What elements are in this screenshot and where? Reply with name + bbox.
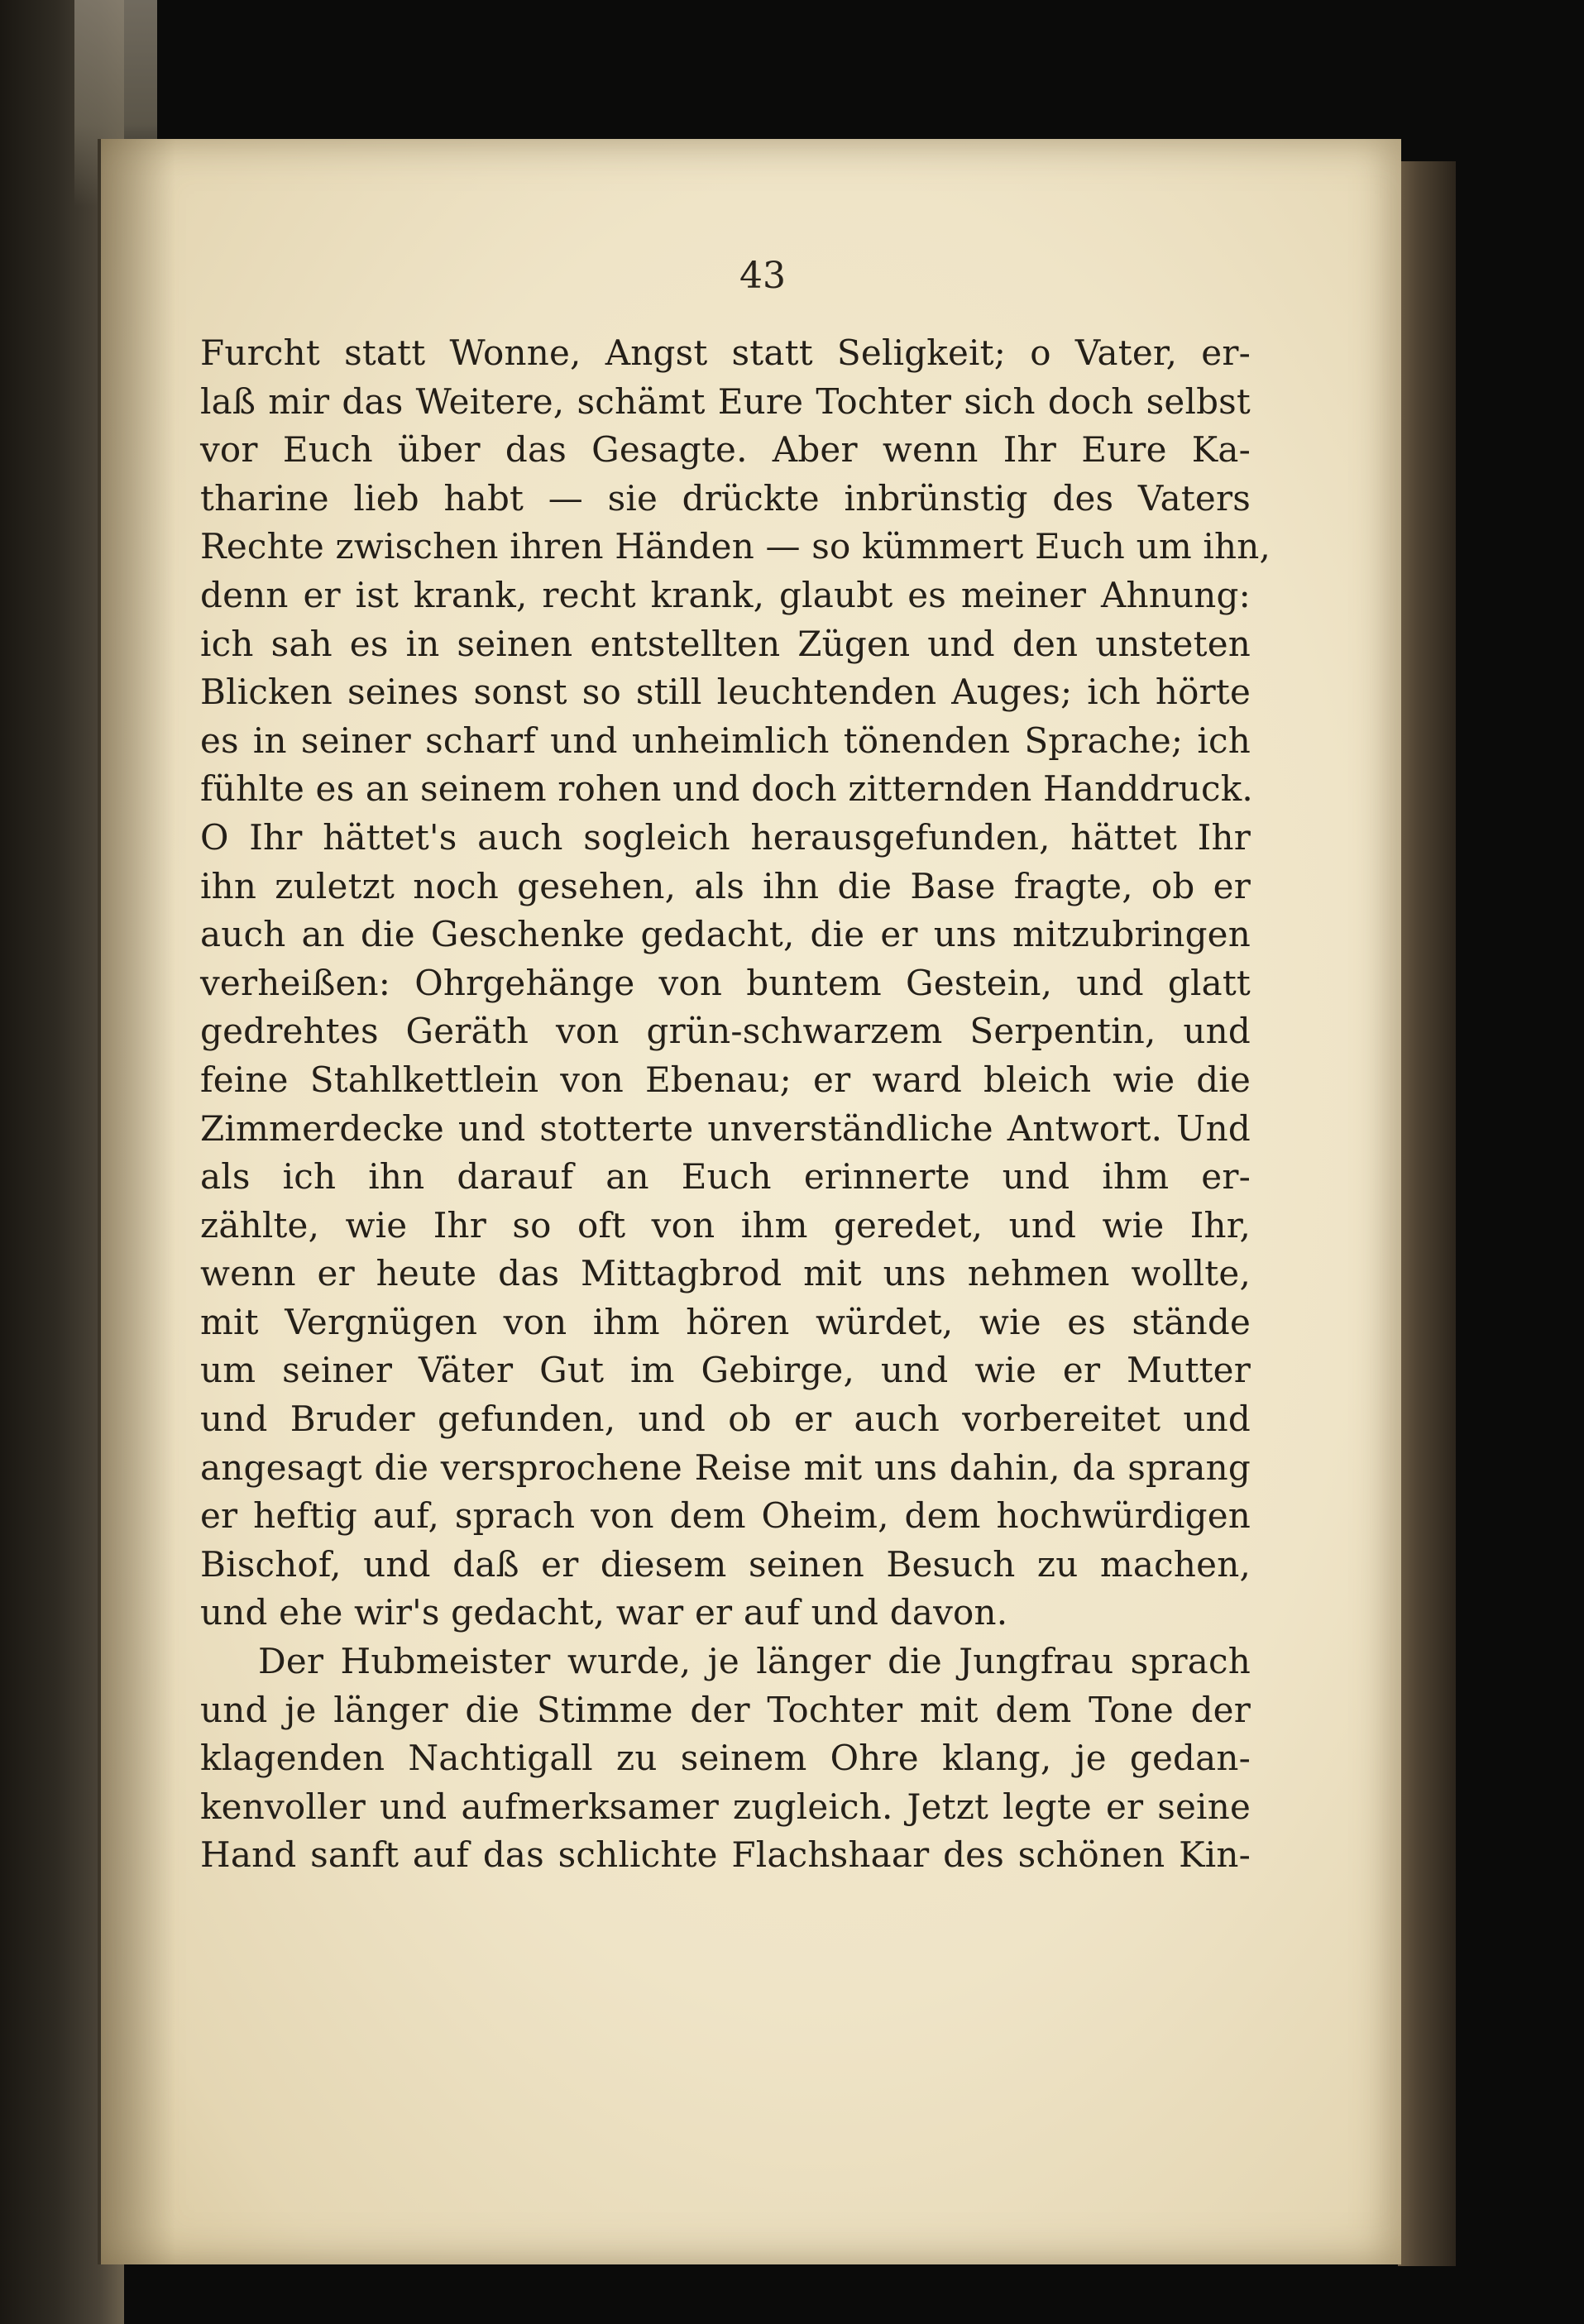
text-line: Blicken seines sonst so still leuchtenden Auges; ich hörte: [200, 672, 1251, 713]
text-line: Hand sanft auf das schlichte Flachshaar des schönen Kin-: [200, 1834, 1251, 1876]
text-line: fühlte es an seinem rohen und doch zitternden Handdruck.: [200, 768, 1253, 810]
text-line: verheißen: Ohrgehänge von buntem Gestein, und glatt: [200, 962, 1251, 1003]
text-line: und ehe wir's gedacht, war er auf und davon.: [200, 1592, 1008, 1633]
text-line: wenn er heute das Mittagbrod mit uns nehmen wollte,: [200, 1253, 1251, 1294]
text-line: feine Stahlkettlein von Ebenau; er ward bleich wie die: [200, 1059, 1251, 1100]
text-line: Rechte zwischen ihren Händen — so kümmert Euch um ihn,: [200, 526, 1271, 567]
text-line: gedrehtes Geräth von grün-schwarzem Serpentin, und: [200, 1011, 1251, 1052]
text-line: tharine lieb habt — sie drückte inbrünstig des Vaters: [200, 477, 1251, 519]
page-number: 43: [739, 255, 786, 297]
text-line: Der Hubmeister wurde, je länger die Jungfrau sprach: [258, 1641, 1251, 1682]
text-line: O Ihr hättet's auch sogleich herausgefunden, hättet Ihr: [200, 816, 1251, 858]
page-gutter-shadow: [101, 139, 175, 2264]
text-line: und Bruder gefunden, und ob er auch vorbereitet und: [200, 1399, 1251, 1440]
page-text: [200, 329, 1271, 1880]
text-line: angesagt die versprochene Reise mit uns dahin, da sprang: [200, 1447, 1251, 1488]
text-line: auch an die Geschenke gedacht, die er uns mitzubringen: [200, 914, 1251, 955]
text-line: ich sah es in seinen entstellten Zügen und den unsteten: [200, 623, 1251, 664]
text-line: klagenden Nachtigall zu seinem Ohre klang, je gedan-: [200, 1738, 1251, 1779]
text-line: denn er ist krank, recht krank, glaubt es meiner Ahnung:: [200, 574, 1251, 615]
page-edge: [1398, 161, 1456, 2266]
text-line: und je länger die Stimme der Tochter mit dem Tone der: [200, 1689, 1251, 1730]
book-page: [98, 139, 1401, 2264]
text-line: Zimmerdecke und stotterte unverständliche Antwort. Und: [200, 1107, 1251, 1149]
text-line: er heftig auf, sprach von dem Oheim, dem hochwürdigen: [200, 1495, 1251, 1537]
text-line: Bischof, und daß er diesem seinen Besuch zu machen,: [200, 1543, 1251, 1585]
text-line: es in seiner scharf und unheimlich tönenden Sprache; ich: [200, 720, 1251, 761]
text-line: um seiner Väter Gut im Gebirge, und wie er Mutter: [200, 1350, 1251, 1391]
text-line: ihn zuletzt noch gesehen, als ihn die Base fragte, ob er: [200, 865, 1251, 906]
text-line: zählte, wie Ihr so oft von ihm geredet, und wie Ihr,: [200, 1204, 1251, 1246]
text-line: mit Vergnügen von ihm hören würdet, wie es stände: [200, 1301, 1251, 1342]
text-line: vor Euch über das Gesagte. Aber wenn Ihr Eure Ka-: [200, 429, 1251, 471]
text-line: kenvoller und aufmerksamer zugleich. Jetzt legte er seine: [200, 1786, 1251, 1827]
text-line: Furcht statt Wonne, Angst statt Seligkeit; o Vater, er-: [200, 332, 1251, 373]
text-line: laß mir das Weitere, schämt Eure Tochter sich doch selbst: [200, 380, 1251, 422]
text-line: als ich ihn darauf an Euch erinnerte und ihm er-: [200, 1156, 1251, 1198]
